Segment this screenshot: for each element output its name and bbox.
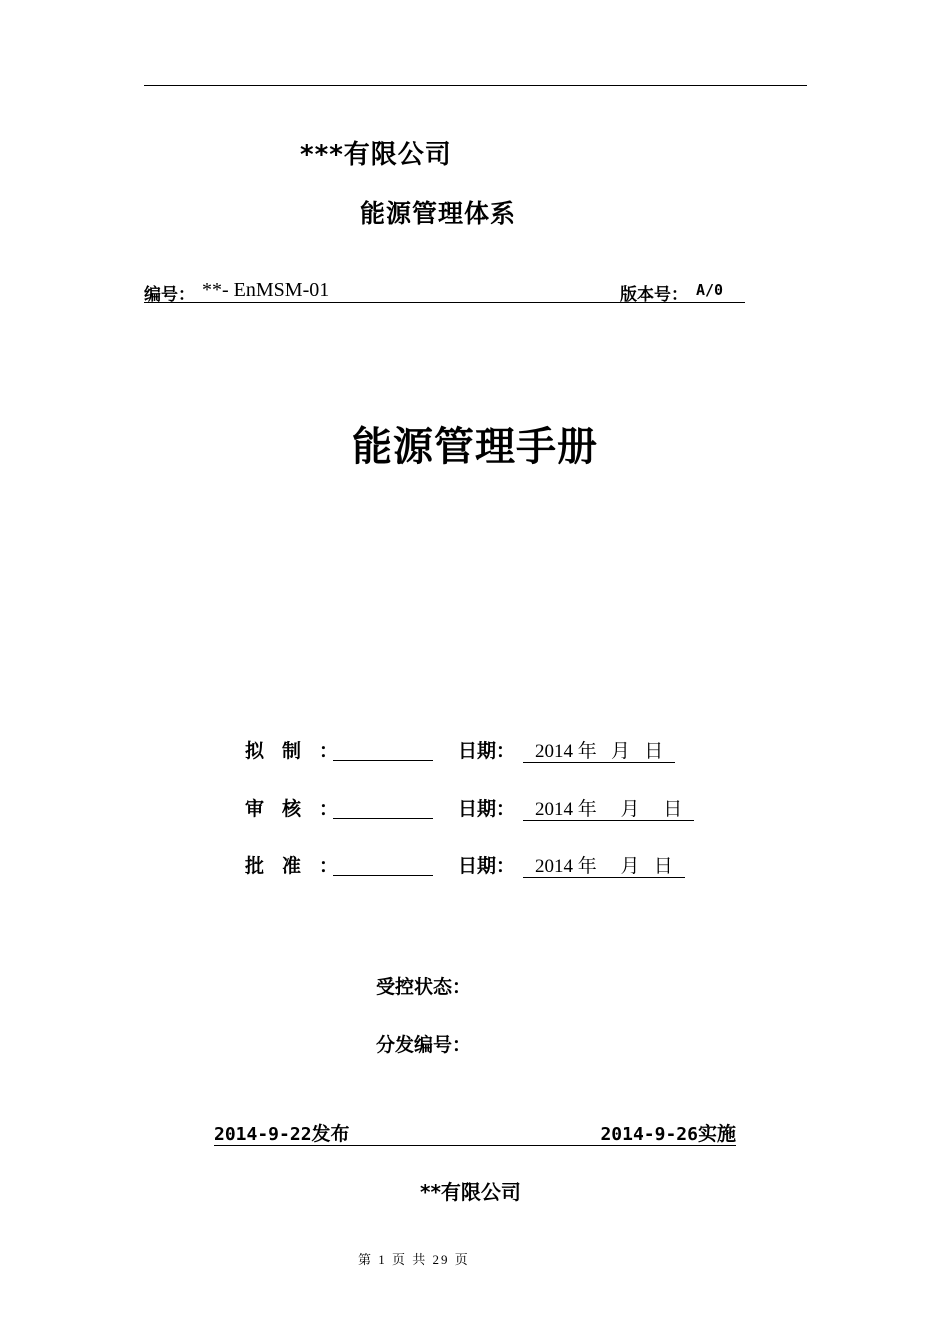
date-value: 2014 年 月 日	[523, 794, 694, 821]
release-row	[214, 1119, 736, 1146]
doc-code-label: 编号：	[144, 285, 195, 305]
system-name: 能源管理体系	[360, 199, 517, 228]
signature-label: 审核：	[245, 798, 357, 820]
signature-blank	[333, 875, 433, 876]
effective-text: 实施	[697, 1123, 736, 1145]
publish-date: 2014-9-22	[214, 1124, 312, 1145]
doc-code-row	[144, 280, 745, 303]
document-title: 能源管理手册	[352, 424, 598, 470]
signature-blank	[333, 818, 433, 819]
effective-info	[600, 1119, 736, 1146]
publish-text: 发布	[311, 1123, 350, 1145]
control-status-label: 受控状态：	[376, 976, 472, 998]
date-label: 日期：	[458, 740, 516, 762]
date-value: 2014 年 月 日	[523, 851, 685, 878]
distribution-number-label: 分发编号：	[376, 1034, 472, 1056]
signature-row-approve	[245, 851, 745, 881]
signature-row-review	[245, 794, 745, 824]
top-rule	[144, 85, 807, 86]
signature-blank	[333, 760, 433, 761]
effective-date: 2014-9-26	[600, 1124, 698, 1145]
date-label: 日期：	[458, 855, 516, 877]
date-value: 2014 年 月 日	[523, 736, 675, 763]
company-name: ***有限公司	[300, 140, 452, 170]
signature-label: 批准：	[245, 855, 357, 877]
doc-code-value: **- EnMSM-01	[202, 279, 330, 301]
publish-info	[214, 1119, 350, 1146]
date-label: 日期：	[458, 798, 516, 820]
footer-company: **有限公司	[420, 1180, 521, 1204]
signature-label: 拟制：	[245, 740, 357, 762]
version-label: 版本号：	[620, 285, 688, 305]
page-number: 第 1 页 共 29 页	[358, 1252, 470, 1267]
signature-row-draft	[245, 736, 745, 766]
version-value: A/0	[696, 281, 724, 299]
